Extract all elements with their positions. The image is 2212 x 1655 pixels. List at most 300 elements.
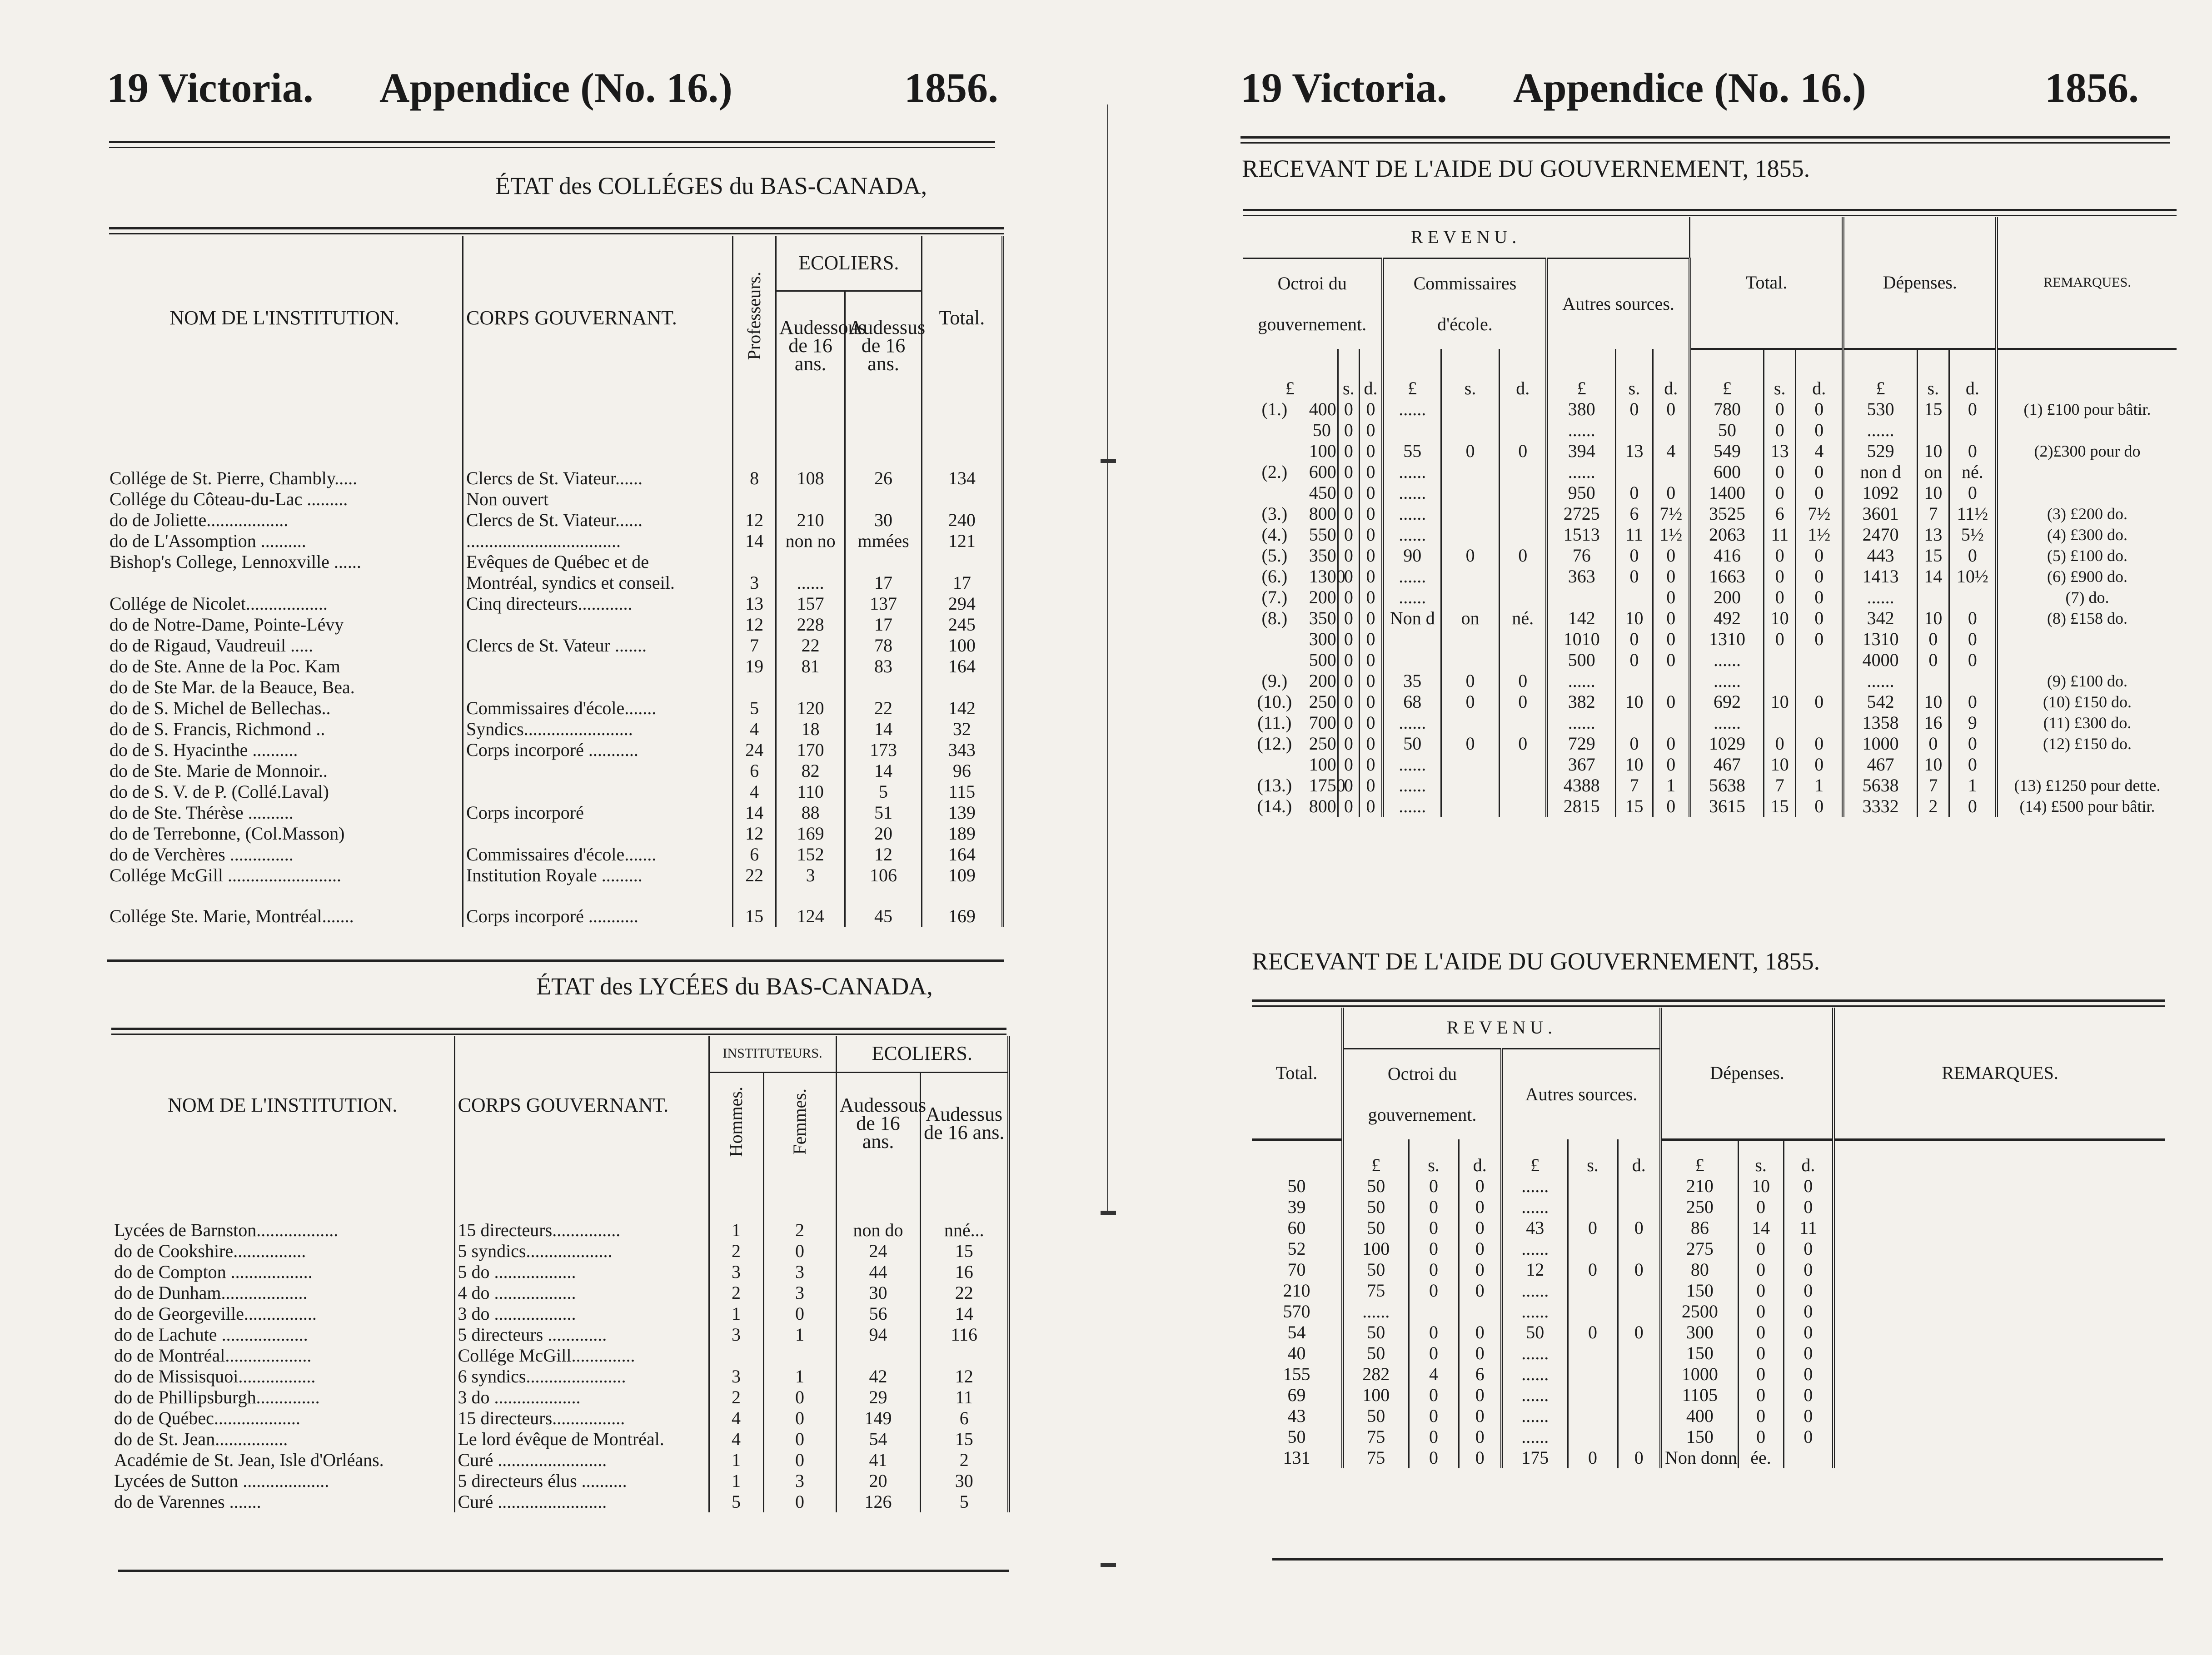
depenses-pence: 0 [1949,733,1997,754]
autres-pence: 0 [1653,691,1690,712]
depenses-shillings: 10 [1917,754,1949,775]
depenses-shillings: 7 [1917,503,1949,524]
audessus-count [845,677,922,698]
commissaires-pounds: ...... [1383,566,1441,587]
octroi-pence: 0 [1359,733,1383,754]
depenses-pence: 0 [1949,482,1997,503]
professeurs-label: Professeurs. [744,272,765,360]
autres-shillings [1616,712,1653,733]
audessus-count: 14 [845,719,922,740]
institution-name: do de Montréal................... [111,1345,454,1366]
octroi-pounds: 75 [1343,1280,1409,1301]
total-pence: 0 [1796,587,1843,608]
total-shillings: 13 [1764,441,1796,462]
revenu-row [1243,608,2177,629]
octroi-pounds: 350 [1306,608,1338,629]
commissaires-pence: né. [1500,608,1547,629]
total-pence: 0 [1796,733,1843,754]
college-row [107,740,1003,760]
depenses-shillings: 0 [1738,1197,1784,1218]
audessus-count: 17 [845,572,922,593]
audessus-count [845,552,922,572]
institution-name: do de Terrebonne, (Col.Masson) [107,823,463,844]
autres-pence: 0 [1653,733,1690,754]
femmes-label: Femmes. [789,1088,810,1155]
depenses-pence: 11½ [1949,503,1997,524]
hommes-count [709,1345,763,1366]
revenu-row [1243,587,2177,608]
institution-name: do de Notre-Dame, Pointe-Lévy [107,614,463,635]
hommes-count: 1 [709,1450,763,1471]
colleges-header-total: Total. [922,236,1003,400]
depenses-pounds: ...... [1843,420,1917,441]
remarque-empty [1833,1238,2165,1259]
revenu-row [1243,629,2177,650]
octroi-pounds: ...... [1343,1301,1409,1322]
corps-gouvernant: Non ouvert [463,489,733,510]
femmes-count: 3 [763,1282,836,1303]
institution-name: Collége Ste. Marie, Montréal....... [107,886,463,927]
autres-shillings: 0 [1568,1447,1618,1468]
revenu-row [1252,1426,2165,1447]
commissaires-pounds: 68 [1383,691,1441,712]
octroi-pounds: 100 [1306,441,1338,462]
octroi-pounds: 800 [1306,796,1338,817]
depenses-pence: 0 [1784,1385,1833,1406]
professeurs-count: 4 [733,781,776,802]
remarque-empty [1833,1385,2165,1406]
audessous-count: 228 [776,614,845,635]
unit-pence: d. [1784,1139,1833,1176]
total-value: 43 [1252,1406,1343,1426]
octroi-pounds: 300 [1306,629,1338,650]
audessous-count: 56 [836,1303,920,1324]
institution-name: Collége de Nicolet.................. [107,593,463,614]
total-count: 164 [922,656,1003,677]
total-shillings: 11 [1764,524,1796,545]
depenses-shillings: 14 [1917,566,1949,587]
unit-pound: £ [1843,349,1917,399]
professeurs-count: 22 [733,865,776,886]
total-value: 39 [1252,1197,1343,1218]
commissaires-pounds: 90 [1383,545,1441,566]
corps-gouvernant: Le lord évêque de Montréal. [454,1429,709,1450]
corps-gouvernant [463,656,733,677]
octroi-pounds: 50 [1306,420,1338,441]
autres-shillings: 15 [1616,796,1653,817]
college-row [107,635,1003,656]
revenu-row [1243,441,2177,462]
octroi-pounds: 50 [1343,1218,1409,1238]
depenses-shillings: 10 [1917,441,1949,462]
revenu-row [1243,754,2177,775]
autres-pence: 0 [1653,796,1690,817]
total-shillings: 0 [1764,545,1796,566]
audessus-count [845,489,922,510]
octroi-pounds: 700 [1306,712,1338,733]
institution-name: do de Dunham................... [111,1282,454,1303]
commissaires-shillings [1441,754,1500,775]
autres-shillings [1616,420,1653,441]
right-page [1113,0,2212,1655]
commissaires-pence [1500,503,1547,524]
depenses-shillings [1917,587,1949,608]
remarque: (1) £100 pour bâtir. [2023,400,2151,418]
commissaires-pence [1500,482,1547,503]
depenses-pence [1949,420,1997,441]
commissaires-pence [1500,420,1547,441]
professeurs-count: 8 [733,468,776,489]
octroi-shillings: 0 [1338,712,1360,733]
total-shillings: 0 [1764,420,1796,441]
total-value: 570 [1252,1301,1343,1322]
corps-gouvernant: 4 do .................. [454,1282,709,1303]
total-pounds: 780 [1690,399,1764,420]
commissaires-shillings [1441,524,1500,545]
autres-shillings: 0 [1616,545,1653,566]
professeurs-count: 24 [733,740,776,760]
audessus-count [920,1345,1009,1366]
professeurs-count: 15 [733,886,776,927]
professeurs-count: 14 [733,531,776,552]
autres-pence: 0 [1653,650,1690,671]
unit-shilling: s. [1616,349,1653,399]
hommes-count: 2 [709,1241,763,1262]
reference-number: (11.) [1257,712,1292,733]
institution-name: do de Varennes ....... [111,1491,454,1512]
octroi-pounds: 350 [1306,545,1338,566]
autres-shillings [1616,462,1653,482]
college-row [107,865,1003,886]
audessus-count: 20 [845,823,922,844]
autres-pence [1653,712,1690,733]
remarque: (10) £150 do. [2043,693,2132,711]
autres-pounds: 2725 [1547,503,1615,524]
autres-shillings [1568,1426,1618,1447]
colleges-bottom-rule [107,959,1004,962]
institution-name: Collége du Côteau-du-Lac ......... [107,489,463,510]
total-pence: 0 [1796,399,1843,420]
autres-pence [1618,1280,1661,1301]
depenses-pence: 11 [1784,1218,1833,1238]
reference-number: (8.) [1261,608,1288,628]
reference-number: (7.) [1261,587,1288,607]
depenses-pounds: ...... [1843,671,1917,691]
depenses-pence [1949,587,1997,608]
autres-pounds: 382 [1547,691,1615,712]
unit-shilling: s. [1738,1139,1784,1176]
commissaires-pounds: ...... [1383,775,1441,796]
revenu-row [1252,1447,2165,1468]
total-value: 155 [1252,1364,1343,1385]
depenses-shillings: 2 [1917,796,1949,817]
total-pounds: 3525 [1690,503,1764,524]
femmes-count: 0 [763,1450,836,1471]
commissaires-shillings: 0 [1441,441,1500,462]
depenses-shillings: 15 [1917,399,1949,420]
audessus-count: 5 [920,1491,1009,1512]
hommes-count: 2 [709,1282,763,1303]
autres-pence [1653,420,1690,441]
femmes-count [763,1345,836,1366]
octroi-pence: 0 [1359,566,1383,587]
commissaires-shillings [1441,587,1500,608]
lycee-row [111,1282,1009,1303]
depenses-pence: 10½ [1949,566,1997,587]
depenses-pounds: 542 [1843,691,1917,712]
right-header-year: 1856. [2045,65,2139,111]
depenses-pence: 5½ [1949,524,1997,545]
total-shillings: 0 [1764,733,1796,754]
depenses-pounds: 150 [1661,1426,1738,1447]
depenses-shillings: 0 [1738,1406,1784,1426]
total-pounds: 600 [1690,462,1764,482]
depenses-pence: 0 [1784,1301,1833,1322]
octroi-pence: 0 [1459,1406,1502,1426]
total-shillings [1764,650,1796,671]
total-pounds: 492 [1690,608,1764,629]
lycees-header-corps: CORPS GOUVERNANT. [454,1036,709,1174]
remarque: (3) £200 do. [2047,505,2128,523]
total-count: 294 [922,593,1003,614]
institution-name: do de Verchères .............. [107,844,463,865]
octroi-pence: 0 [1459,1197,1502,1218]
depenses-pounds: 150 [1661,1343,1738,1364]
revenu2-bottom-rule [1272,1558,2163,1561]
commissaires-pence: 0 [1500,691,1547,712]
institution-name: do de Ste Mar. de la Beauce, Bea. [107,677,463,698]
autres-pounds: ...... [1547,462,1615,482]
depenses-shillings: 10 [1738,1176,1784,1197]
autres-pence: 0 [1618,1218,1661,1238]
octroi-pence: 0 [1359,441,1383,462]
remarque: (12) £150 do. [2043,735,2132,753]
autres-pounds: ...... [1502,1426,1568,1447]
audessous-count: ...... [776,572,845,593]
revenu2-title: RECEVANT DE L'AIDE DU GOUVERNEMENT, 1855. [1252,948,1820,975]
octroi-shillings: 0 [1338,775,1360,796]
autres-shillings: 0 [1616,733,1653,754]
commissaires-pence [1500,524,1547,545]
commissaires-shillings: on [1441,608,1500,629]
octroi-shillings: 0 [1338,524,1360,545]
total-pence [1796,650,1843,671]
commissaires-pence [1500,650,1547,671]
audessus-count: 17 [845,614,922,635]
audessus-count: 22 [920,1282,1009,1303]
octroi-pounds: 50 [1343,1259,1409,1280]
octroi-pence: 0 [1359,754,1383,775]
revenu-row [1243,399,2177,420]
lycee-row [111,1429,1009,1450]
total-pence: 1 [1796,775,1843,796]
revenu2-top-rule [1252,999,2165,1007]
octroi-pounds: 550 [1306,524,1338,545]
college-row [107,886,1003,927]
autres-shillings [1616,587,1653,608]
professeurs-count: 5 [733,698,776,719]
revenu2-table [1252,1008,2165,1468]
autres-pence [1653,671,1690,691]
autres-shillings: 10 [1616,691,1653,712]
total-pounds: 50 [1690,420,1764,441]
total-count: 32 [922,719,1003,740]
audessous-count: 157 [776,593,845,614]
octroi-pence: 0 [1359,524,1383,545]
autres-pence [1618,1301,1661,1322]
commissaires-pence: 0 [1500,733,1547,754]
colleges-title: ÉTAT des COLLÉGES du BAS-CANADA, [495,172,927,199]
lycees-header-femmes [763,1072,836,1174]
depenses-pounds: 467 [1843,754,1917,775]
autres-pence [1618,1426,1661,1447]
institution-name [107,572,463,593]
reference-number: (3.) [1261,503,1288,524]
octroi-pence: 0 [1359,650,1383,671]
octroi-shillings: 0 [1409,1238,1459,1259]
autres-shillings: 0 [1616,566,1653,587]
unit-pence: d. [1459,1139,1502,1176]
octroi-pence: 0 [1359,629,1383,650]
corps-gouvernant: Curé ........................ [454,1491,709,1512]
octroi-pence: 0 [1459,1426,1502,1447]
colleges-body [107,468,1003,927]
corps-gouvernant: 5 syndics................... [454,1241,709,1262]
commissaires-pounds: 55 [1383,441,1441,462]
lycees-header-audessous: Audessous de 16 ans. [836,1072,920,1174]
revenu2-header-autres: Autres sources. [1502,1049,1661,1139]
left-header-year: 1856. [904,65,998,111]
depenses-pounds: ...... [1843,587,1917,608]
octroi-pence: 0 [1359,587,1383,608]
octroi-pence: 0 [1459,1176,1502,1197]
total-count: 169 [922,886,1003,927]
lycee-row [111,1387,1009,1408]
college-row [107,677,1003,698]
corps-gouvernant: Clercs de St. Vateur ....... [463,635,733,656]
college-row [107,760,1003,781]
total-shillings: 0 [1764,399,1796,420]
corps-gouvernant: Syndics........................ [463,719,733,740]
commissaires-pounds: ...... [1383,482,1441,503]
autres-pounds: ...... [1502,1364,1568,1385]
femmes-count: 1 [763,1324,836,1345]
audessous-count: 18 [776,719,845,740]
commissaires-pence [1500,712,1547,733]
total-value: 50 [1252,1176,1343,1197]
depenses-shillings: 13 [1917,524,1949,545]
octroi-shillings: 0 [1338,399,1360,420]
total-pounds: 1029 [1690,733,1764,754]
total-shillings: 0 [1764,566,1796,587]
depenses-pence: né. [1949,462,1997,482]
total-pounds: ...... [1690,712,1764,733]
college-row [107,781,1003,802]
autres-pounds: 12 [1502,1259,1568,1280]
professeurs-count [733,677,776,698]
autres-pence: 0 [1653,482,1690,503]
commissaires-pounds: 35 [1383,671,1441,691]
audessous-count [776,677,845,698]
octroi-shillings: 0 [1409,1406,1459,1426]
total-value: 40 [1252,1343,1343,1364]
autres-pounds: ...... [1502,1197,1568,1218]
depenses-pence: 0 [1784,1343,1833,1364]
reference-number [1243,482,1306,503]
commissaires-pounds [1383,629,1441,650]
lycees-header-name: NOM DE L'INSTITUTION. [111,1036,454,1174]
remarque: (6) £900 do. [2047,567,2128,586]
autres-shillings: 0 [1568,1218,1618,1238]
corps-gouvernant: Commissaires d'école....... [463,844,733,865]
revenu1-header-commissaires: Commissaires d'école. [1383,258,1547,349]
lycees-header-ecoliers: ECOLIERS. [836,1036,1009,1072]
institution-name: do de S. Hyacinthe .......... [107,740,463,760]
commissaires-shillings [1441,462,1500,482]
remarque: (7) do. [2065,588,2109,606]
autres-shillings: 0 [1616,650,1653,671]
commissaires-shillings [1441,650,1500,671]
college-row [107,510,1003,531]
revenu-row [1252,1197,2165,1218]
commissaires-pence [1500,754,1547,775]
remarque [1997,420,2177,441]
total-pounds: 467 [1690,754,1764,775]
audessus-count: 106 [845,865,922,886]
corps-gouvernant: 5 do .................. [454,1262,709,1282]
autres-shillings [1616,671,1653,691]
total-pence: 7½ [1796,503,1843,524]
hommes-label: Hommes. [726,1086,746,1157]
audessus-count: 116 [920,1324,1009,1345]
revenu2-header-depenses: Dépenses. [1661,1008,1833,1139]
revenu-row [1243,671,2177,691]
autres-shillings: 7 [1616,775,1653,796]
autres-pence: 7½ [1653,503,1690,524]
reference-number: (4.) [1261,524,1288,545]
reference-number [1243,420,1306,441]
reference-number: (2.) [1261,462,1288,482]
depenses-pounds: 275 [1661,1238,1738,1259]
octroi-shillings: 0 [1338,482,1360,503]
depenses-shillings: 0 [1738,1322,1784,1343]
depenses-shillings: 0 [1738,1238,1784,1259]
depenses-pence: 0 [1949,399,1997,420]
audessous-count: 29 [836,1387,920,1408]
revenu1-header-revenu: REVENU. [1243,217,1690,258]
remarque-empty [1833,1364,2165,1385]
total-shillings: 6 [1764,503,1796,524]
depenses-shillings: 7 [1917,775,1949,796]
total-shillings: 0 [1764,482,1796,503]
total-pounds: 1663 [1690,566,1764,587]
total-value: 70 [1252,1259,1343,1280]
octroi-pence: 0 [1359,399,1383,420]
femmes-count: 0 [763,1241,836,1262]
college-row [107,844,1003,865]
remarque [1997,754,2177,775]
corps-gouvernant: Clercs de St. Viateur...... [463,468,733,489]
professeurs-count: 7 [733,635,776,656]
commissaires-shillings [1441,399,1500,420]
autres-pence: 1 [1653,775,1690,796]
institution-name: Collége McGill ......................... [107,865,463,886]
autres-pounds: ...... [1547,712,1615,733]
unit-shilling: s. [1568,1139,1618,1176]
professeurs-count: 14 [733,802,776,823]
revenu-row [1243,524,2177,545]
lycee-row [111,1491,1009,1512]
